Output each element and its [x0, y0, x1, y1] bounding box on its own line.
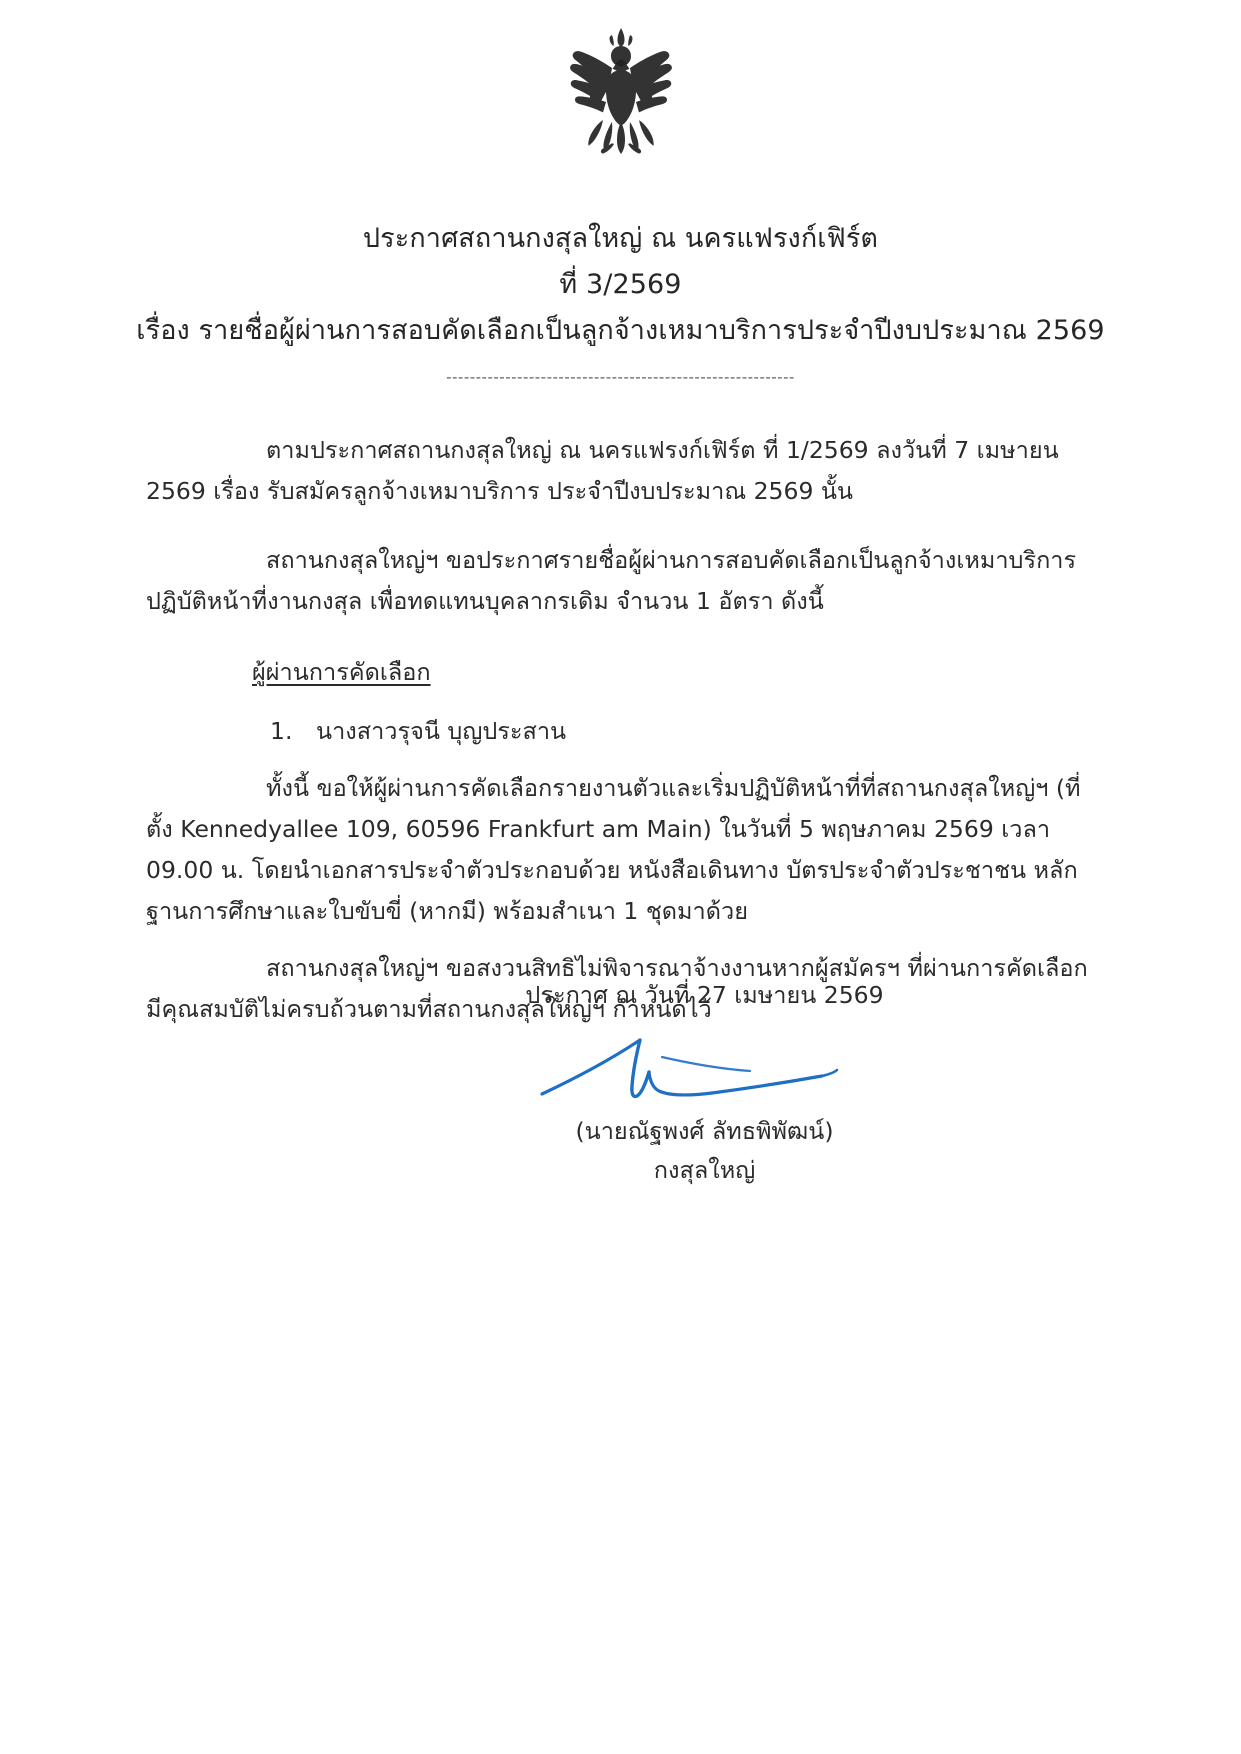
list-item-number: 1. — [270, 717, 293, 745]
announcement-title: ประกาศสถานกงสุลใหญ่ ณ นครแฟรงก์เฟิร์ต — [362, 223, 879, 254]
selected-heading — [146, 652, 1101, 693]
document-body — [146, 430, 1101, 1030]
paragraph-reference: ตามประกาศสถานกงสุลใหญ่ ณ นครแฟรงก์เฟิร์ต ที่ 1/2569 ลงวันที่ 7 เมษายน 2569 เรื่อง รับสมัครลูกจ้างเหมาบริการ ประจำปีงบประมาณ 2569 นั้น — [146, 436, 1059, 505]
paragraph-announcement: สถานกงสุลใหญ่ฯ ขอประกาศรายชื่อผู้ผ่านการสอบคัดเลือกเป็นลูกจ้างเหมาบริการปฏิบัติหน้าที่งานกงสุล เพื่อทดแทนบุคลากรเดิม จำนวน 1 อัตรา ดังนี้ — [146, 546, 1077, 615]
document-header — [0, 216, 1241, 386]
announcement-number: ที่ 3/2569 — [559, 269, 682, 300]
signer-name: (นายณัฐพงศ์ ลัทธพิพัฒน์) — [575, 1117, 834, 1145]
garuda-emblem — [546, 22, 696, 170]
signature-mark — [536, 1026, 856, 1111]
signer-position: กงสุลใหญ่ — [653, 1156, 756, 1184]
list-item-name: นางสาวรุจนี บุญประสาน — [316, 717, 567, 745]
paragraph-instructions: ทั้งนี้ ขอให้ผู้ผ่านการคัดเลือกรายงานตัวและเริ่มปฏิบัติหน้าที่ที่สถานกงสุลใหญ่ฯ (ที่ตั้ง Kennedyallee 109, 60596 Frankfurt am Main) ในวันที่ 5 พฤษภาคม 2569 เวลา 09.00 น. โดยนำเอกสารประจำตัวประกอบด้วย หนังสือเดินทาง บัตรประจำตัวประชาชน หลักฐานการศึกษาและใบขับขี่ (หากมี) พร้อมสำเนา 1 ชุดมาด้วย — [146, 774, 1081, 925]
announcement-date: ประกาศ ณ วันที่ 27 เมษายน 2569 — [525, 981, 884, 1009]
list-item — [146, 711, 1101, 752]
selected-heading-label: ผู้ผ่านการคัดเลือก — [252, 658, 431, 686]
emblem-container — [0, 22, 1241, 170]
signature-container — [0, 1026, 1241, 1111]
divider-line: ----------------------------------------------------------- — [446, 368, 795, 386]
announcement-subject: เรื่อง รายชื่อผู้ผ่านการสอบคัดเลือกเป็นลูกจ้างเหมาบริการประจำปีงบประมาณ 2569 — [136, 315, 1105, 346]
paragraph-disclaimer: สถานกงสุลใหญ่ฯ ขอสงวนสิทธิไม่พิจารณาจ้างงานหากผู้สมัครฯ ที่ผ่านการคัดเลือกมีคุณสมบัติไม่ครบถ้วนตามที่สถานกงสุลใหญ่ฯ กำหนดไว้ — [146, 954, 1088, 1023]
